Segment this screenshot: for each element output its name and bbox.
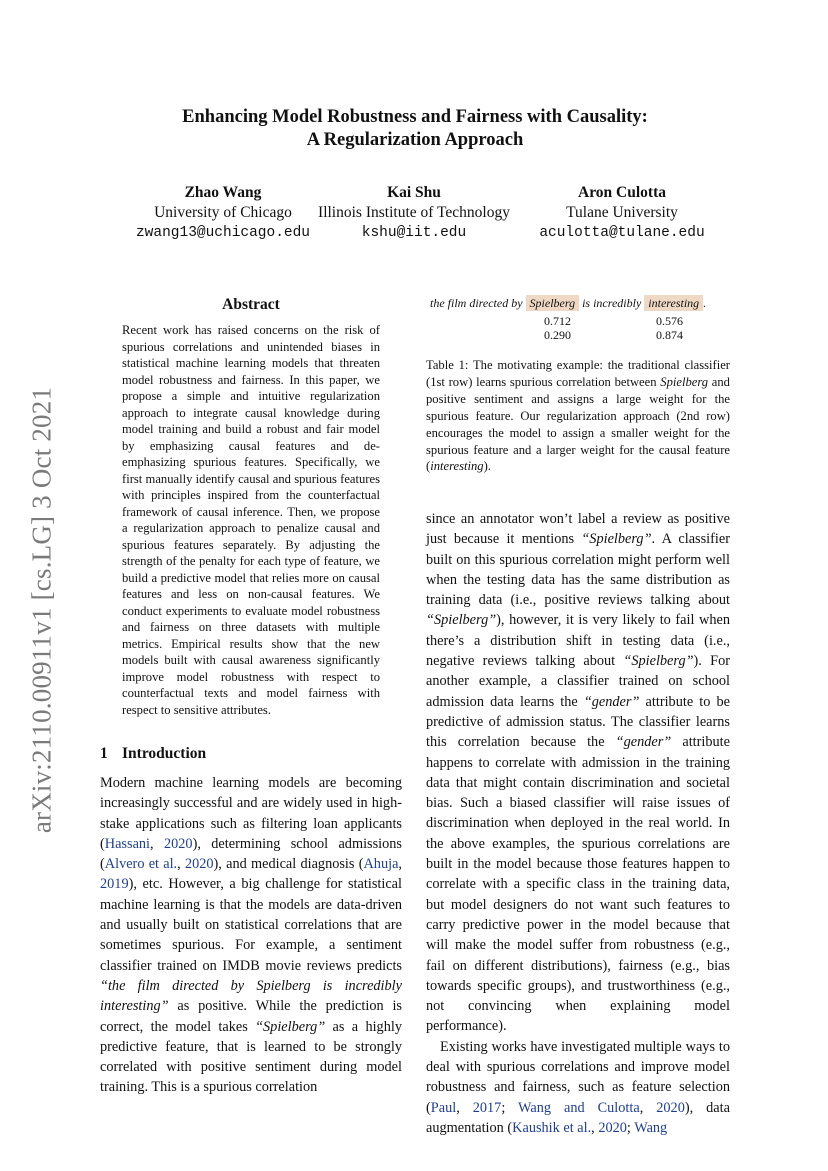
paper-title-line-1: Enhancing Model Robustness and Fairness with Causality:: [182, 107, 648, 127]
author-email[interactable]: zwang13@uchicago.edu: [135, 225, 311, 241]
body-text: ;: [501, 1099, 519, 1116]
body-text: ), however, it is very likely to fail when there’s a distribution shift in testing data (i.e., negative reviews talking about: [426, 612, 730, 670]
paper-title-line-2: A Regularization Approach: [306, 130, 524, 150]
citation-link[interactable]: Alvero et al.: [104, 856, 178, 873]
author-email[interactable]: kshu@iit.edu: [361, 225, 467, 241]
quoted-example: “Spielberg”: [426, 612, 497, 629]
weight-row-2: 0.290: [544, 328, 571, 342]
citation-link[interactable]: 2020: [184, 856, 214, 873]
weight-row-1: 0.576: [656, 314, 683, 328]
intro-paragraph: [426, 1037, 730, 1138]
causal-word-weights: [656, 314, 683, 342]
author-block-3: [522, 183, 722, 243]
caption-text: ).: [483, 459, 491, 474]
body-text: ), data augmentation (: [426, 1099, 730, 1136]
weight-row-2: 0.874: [656, 328, 683, 342]
intro-paragraph: [426, 509, 730, 1037]
author-affiliation: Illinois Institute of Technology: [318, 204, 510, 221]
body-text: ), determining school admissions (: [100, 835, 402, 873]
citation-link[interactable]: Kaushik et al.: [512, 1119, 592, 1136]
example-sentence: [430, 296, 730, 311]
body-text: ,: [591, 1119, 599, 1136]
body-text: . A classifier built on this spurious correlation might perform well when the testing data has the same distribution as training data (i.e., positive reviews talking about: [426, 531, 730, 609]
intro-right-column: [426, 509, 730, 1138]
arxiv-identifier-text: arXiv:2110.00911v1 [cs.LG] 3 Oct 2021: [26, 386, 57, 834]
citation-link[interactable]: 2019: [100, 876, 129, 893]
quoted-example: “the film directed by Spielberg is incredibly interesting”: [100, 977, 402, 1015]
body-text: Existing works have investigated multiple ways to deal with spurious correlations and improve model robustness and fairness, such as feature selection (: [426, 1038, 730, 1116]
caption-text: and positive sentiment and assigns a large weight for the spurious feature. Our regularization approach (2nd row) encourages the model to assign a smaller weight for the spurious feature and a larger weight for the causal feature (: [426, 374, 730, 474]
section-title: Introduction: [122, 745, 207, 762]
body-text: ,: [150, 835, 164, 852]
example-prefix: the film directed by: [430, 296, 523, 310]
citation-link[interactable]: 2020: [656, 1099, 685, 1116]
author-name: Aron Culotta: [578, 184, 666, 201]
quoted-example: “Spielberg”: [581, 531, 652, 548]
citation-link[interactable]: Ahuja: [363, 856, 399, 873]
body-text: ,: [639, 1099, 657, 1116]
abstract-heading: Abstract: [222, 296, 280, 313]
highlight-spurious-word: Spielberg: [526, 295, 580, 311]
section-heading: [100, 745, 206, 763]
citation-link[interactable]: Hassani: [104, 835, 151, 852]
section-number: 1: [100, 745, 108, 762]
highlight-causal-word: interesting: [644, 295, 703, 311]
arxiv-identifier: [22, 370, 62, 850]
body-text: ,: [177, 856, 185, 873]
caption-emph: Spielberg: [660, 374, 709, 389]
author-block-2: [300, 183, 528, 243]
abstract-text: Recent work has raised concerns on the risk of spurious correlations and unintended biases in statistical machine learning models that threaten model robustness and fairness. In this paper, we propose a simple and intuitive regularization approach to integrate causal knowledge during model training and build a robust and fair model by emphasizing causal features and de-emphasizing spurious features. Specifically, we first manually identify causal and spurious features with principles inspired from the counterfactual framework of causal inference. Then, we propose a regularization approach to penalize causal and spurious features separately. By adjusting the strength of the penalty for each type of feature, we build a predictive model that relies more on causal features and less on non-causal features. We conduct experiments to evaluate model robustness and fairness on three datasets with multiple metrics. Empirical results show that the new models built with causal awareness significantly improve model robustness with respect to counterfactual texts and model fairness with respect to sensitive attributes.: [122, 323, 380, 717]
quoted-example: “Spielberg”: [255, 1018, 326, 1035]
author-affiliation: Tulane University: [566, 204, 678, 221]
citation-link[interactable]: 2020: [598, 1119, 627, 1136]
author-name: Kai Shu: [387, 184, 441, 201]
body-text: as a highly predictive feature, that is learned to be strongly correlated with positive sentiment during model training. This is a spurious correlation: [100, 1018, 402, 1096]
quoted-example: “gender”: [583, 693, 640, 710]
body-text: attribute happens to correlate with admission in the training data that might contain discrimination and societal bias. Such a biased classifier will raise issues of discrimination when deployed in the real world. In the above examples, the spurious correlations are built in the model because those features happen to correlate with a specific class in the training data, but model designers do not want such features to carry predictive power in the model because that will make the model suffer from robustness (e.g., fail on different distributions), fairness (e.g., bias towards specific groups), and trustworthiness (e.g., not convincing when explaining model performance).: [426, 734, 730, 1035]
body-text: ,: [398, 856, 402, 873]
citation-link[interactable]: Wang: [634, 1119, 668, 1136]
body-text: as positive. While the prediction is correct, the model takes: [100, 998, 402, 1035]
caption-text: Table 1: The motivating example: the traditional classifier (1st row) learns spurious correlation between: [426, 358, 730, 389]
caption-emph: interesting: [430, 459, 484, 474]
quoted-example: “gender”: [615, 734, 672, 751]
citation-link[interactable]: Wang and Culotta: [518, 1099, 640, 1116]
citation-link[interactable]: 2020: [163, 835, 193, 852]
weight-row-1: 0.712: [544, 314, 571, 328]
body-text: ). For another example, a classifier trained on school admission data learns the: [426, 653, 730, 710]
example-suffix: .: [703, 296, 707, 310]
citation-link[interactable]: Paul: [430, 1099, 457, 1116]
body-text: Modern machine learning models are becoming increasingly successful and are widely used in high-stake applications such as filtering loan applicants (: [100, 775, 402, 852]
quoted-example: “Spielberg”: [623, 653, 694, 670]
author-block-1: [118, 183, 328, 243]
body-text: ), and medical diagnosis (: [213, 856, 364, 873]
body-text: ,: [456, 1099, 473, 1116]
body-text: attribute to be predictive of admission status. The classifier learns this correlation because the: [426, 693, 730, 751]
author-email[interactable]: aculotta@tulane.edu: [539, 225, 705, 241]
example-middle: is incredibly: [582, 296, 642, 310]
paper-title: [100, 106, 730, 152]
body-text: since an annotator won’t label a review as positive just because it mentions: [426, 511, 730, 548]
intro-paragraph: [100, 773, 402, 1098]
spurious-word-weights: [544, 314, 571, 342]
body-text: ), etc. However, a big challenge for statistical machine learning is that the models are data-driven and usually built on statistical correlations that are sometimes spurious. For example, a sentiment classifier trained on IMDB movie reviews predicts: [100, 876, 402, 974]
author-name: Zhao Wang: [184, 184, 262, 201]
table-caption: [426, 357, 730, 475]
author-affiliation: University of Chicago: [154, 204, 292, 221]
intro-left-column: [100, 773, 402, 1098]
body-text: ;: [626, 1119, 635, 1136]
citation-link[interactable]: 2017: [472, 1099, 502, 1116]
